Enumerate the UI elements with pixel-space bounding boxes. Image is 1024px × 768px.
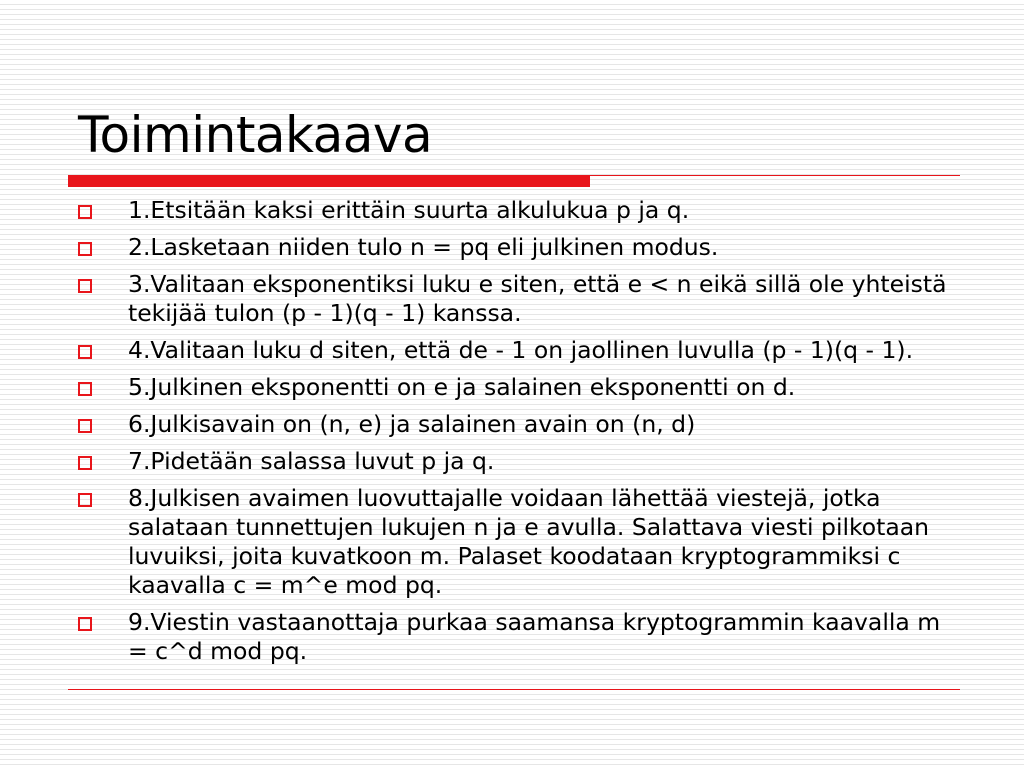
- bullet-text: 8.Julkisen avaimen luovuttajalle voidaan lähettää viestejä, jotka salataan tunnettujen lukujen n ja e avulla. Salattava viesti pilkotaan luvuiksi, joita kuvatkoon m. Palaset koodataan kryptogrammiksi c kaavalla c = m^e mod pq.: [128, 484, 930, 599]
- square-bullet-icon: [78, 419, 92, 433]
- bullet-text: 1.Etsitään kaksi erittäin suurta alkulukua p ja q.: [128, 196, 690, 224]
- bullet-text: 7.Pidetään salassa luvut p ja q.: [128, 447, 495, 475]
- bullet-text: 9.Viestin vastaanottaja purkaa saamansa kryptogrammin kaavalla m = c^d mod pq.: [128, 608, 941, 665]
- bullet-item-3: [74, 270, 954, 328]
- bullet-text: 3.Valitaan eksponentiksi luku e siten, että e < n eikä sillä ole yhteistä tekijää tulon (p - 1)(q - 1) kanssa.: [128, 270, 947, 327]
- bullet-item-4: [74, 336, 954, 365]
- square-bullet-icon: [78, 205, 92, 219]
- title-underline: [68, 175, 960, 187]
- bullet-item-1: [74, 196, 954, 225]
- square-bullet-icon: [78, 617, 92, 631]
- title-underline-bar: [68, 175, 590, 187]
- bullet-text: 6.Julkisavain on (n, e) ja salainen avain on (n, d): [128, 410, 696, 438]
- bottom-divider: [68, 689, 960, 690]
- square-bullet-icon: [78, 345, 92, 359]
- bullet-item-7: [74, 447, 954, 476]
- bullet-text: 4.Valitaan luku d siten, että de - 1 on jaollinen luvulla (p - 1)(q - 1).: [128, 336, 914, 364]
- bullet-item-9: [74, 608, 954, 666]
- bullet-item-2: [74, 233, 954, 262]
- bullet-text: 5.Julkinen eksponentti on e ja salainen eksponentti on d.: [128, 373, 796, 401]
- square-bullet-icon: [78, 456, 92, 470]
- square-bullet-icon: [78, 493, 92, 507]
- bullet-item-8: [74, 484, 954, 600]
- square-bullet-icon: [78, 242, 92, 256]
- bullet-item-5: [74, 373, 954, 402]
- slide-title: Toimintakaava: [78, 106, 433, 164]
- bullet-text: 2.Lasketaan niiden tulo n = pq eli julkinen modus.: [128, 233, 719, 261]
- square-bullet-icon: [78, 382, 92, 396]
- square-bullet-icon: [78, 279, 92, 293]
- title-underline-line: [590, 175, 960, 176]
- bullet-list: [74, 196, 954, 674]
- bullet-item-6: [74, 410, 954, 439]
